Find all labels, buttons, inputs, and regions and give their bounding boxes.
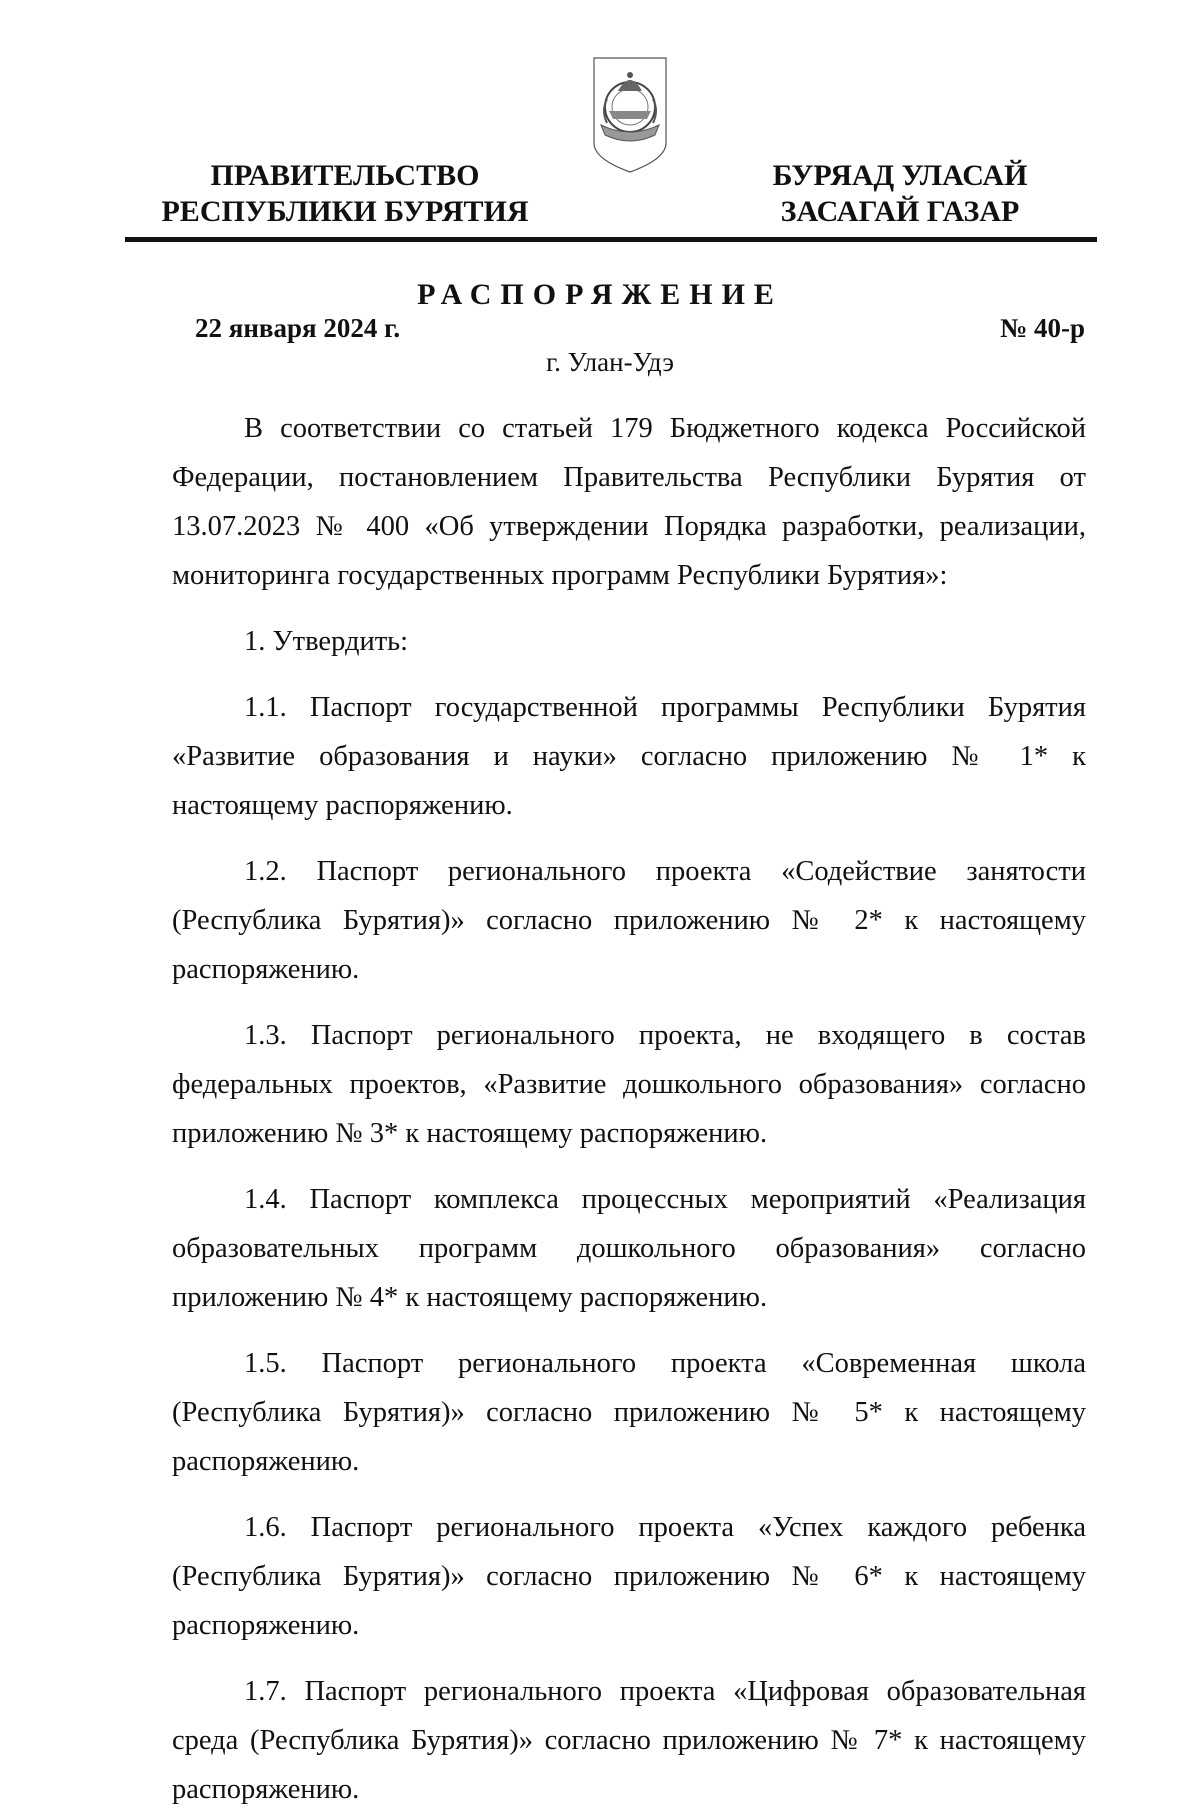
item-1-2: 1.2. Паспорт регионального проекта «Содействие занятости (Республика Бурятия)» согласно приложению № 2* к настоящему распоряжению.: [172, 856, 1086, 985]
header-right-line1: БУРЯАД УЛАСАЙ: [772, 159, 1028, 192]
document-type: РАСПОРЯЖЕНИЕ: [417, 278, 783, 311]
document-date: 22 января 2024 г.: [195, 313, 401, 343]
header-left-line2: РЕСПУБЛИКИ БУРЯТИЯ: [161, 195, 529, 228]
item-1-7: 1.7. Паспорт регионального проекта «Цифровая образовательная среда (Республика Бурятия)» согласно приложению № 7* к настоящему распоряжению.: [172, 1676, 1086, 1805]
header-left: [160, 158, 530, 230]
document-body: [172, 404, 1086, 1814]
header-right: [735, 158, 1065, 230]
document-city: г. Улан-Удэ: [546, 347, 674, 377]
document-number: № 40-р: [1000, 313, 1085, 343]
item-1-4: 1.4. Паспорт комплекса процессных мероприятий «Реализация образовательных программ дошкольного образования» согласно приложению № 4* к настоящему распоряжению.: [172, 1184, 1086, 1313]
header-divider: [125, 237, 1097, 242]
item-1: 1. Утвердить:: [244, 626, 409, 657]
item-1-3: 1.3. Паспорт регионального проекта, не входящего в состав федеральных проектов, «Развитие дошкольного образования» согласно приложению № 3* к настоящему распоряжению.: [172, 1020, 1086, 1149]
item-1-6: 1.6. Паспорт регионального проекта «Успех каждого ребенка (Республика Бурятия)» согласно приложению № 6* к настоящему распоряжению.: [172, 1512, 1086, 1641]
header-left-line1: ПРАВИТЕЛЬСТВО: [210, 159, 480, 192]
preamble-paragraph: В соответствии со статьей 179 Бюджетного кодекса Российской Федерации, постановлением Правительства Республики Бурятия от 13.07.2023 № 400 «Об утверждении Порядка разработки, реализации, мониторинга государственных программ Республики Бурятия»:: [172, 413, 1086, 591]
item-1-1: 1.1. Паспорт государственной программы Республики Бурятия «Развитие образования и науки» согласно приложению № 1* к настоящему распоряжению.: [172, 692, 1086, 821]
coat-of-arms-icon: [591, 55, 669, 175]
header-right-line2: ЗАСАГАЙ ГАЗАР: [780, 195, 1020, 228]
item-1-5: 1.5. Паспорт регионального проекта «Современная школа (Республика Бурятия)» согласно приложению № 5* к настоящему распоряжению.: [172, 1348, 1086, 1477]
